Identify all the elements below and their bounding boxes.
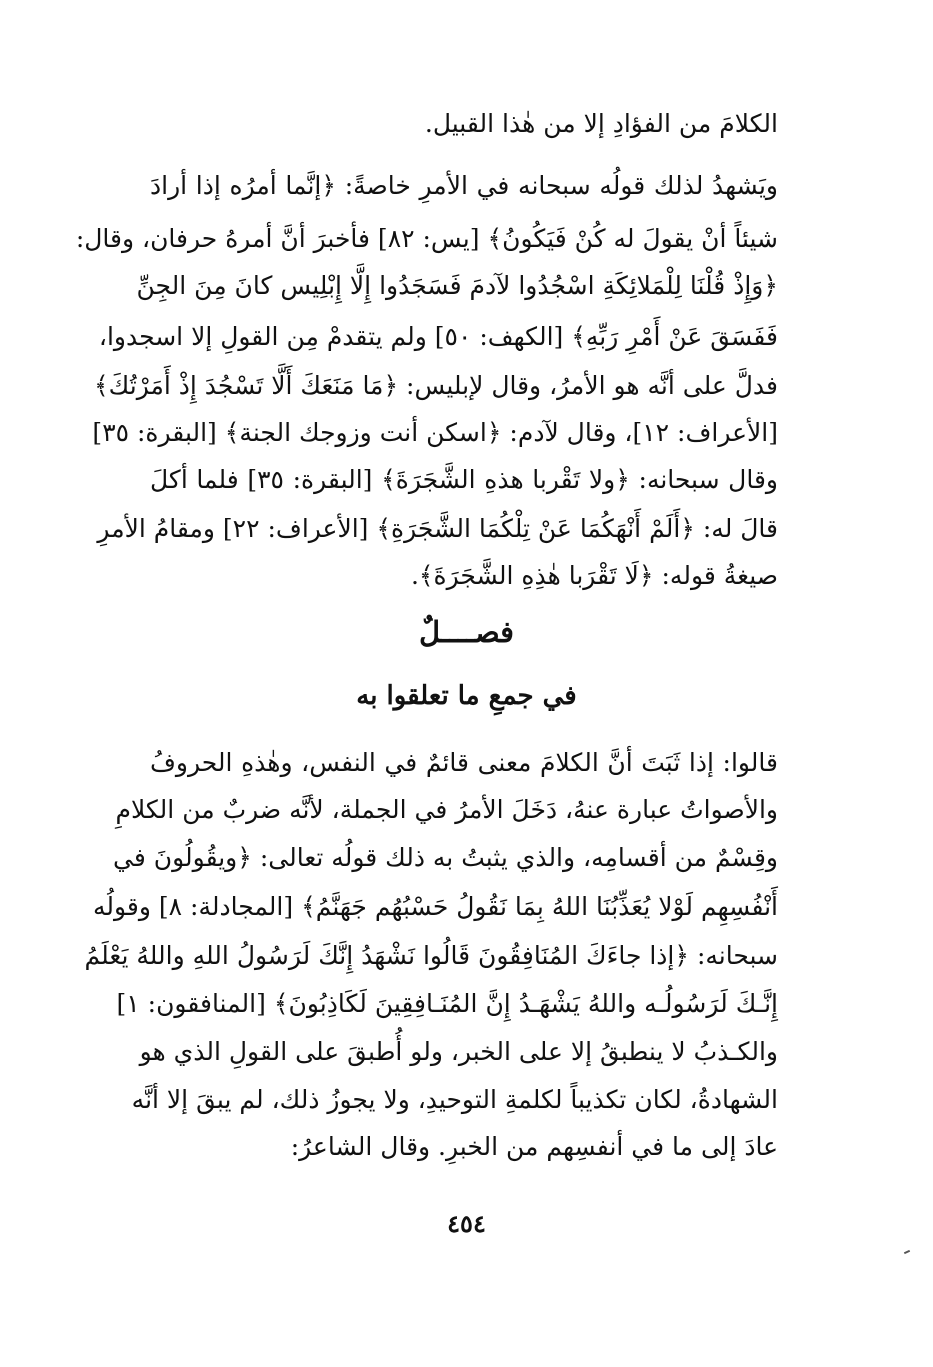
text-line: ويَشهدُ لذلك قولُه سبحانه في الأمرِ خاصةً: ﴿إنَّما أمرُه إذا أرادَ [150,171,778,200]
text-line: عادَ إلى ما في أنفسِهم من الخبرِ. وقال الشاعرُ: [290,1132,778,1161]
text-line: شيئاً أنْ يقولَ له كُنْ فَيَكُونُ﴾ [يس: ٨٢] فأخبرَ أنَّ أمرهُ حرفان، وقال: [75,224,778,253]
text-line: سبحانه: ﴿إذا جاءَكَ المُنَافِقُونَ قَالُوا نَشْهَدُ إِنَّكَ لَرَسُولُ اللهِ واللهُ يَعْلَمُ [84,941,778,970]
text-line: وقِسْمٌ من أقسامِه، والذي يثبتُ به ذلك قولُه تعالى: ﴿ويقُولُونَ في [113,843,778,872]
page-number: ٤٥٤ [447,1209,486,1238]
text-line: إِنَّـكَ لَرَسُولُـه واللهُ يَشْهَـدُ إِنَّ المُنَـافِقِينَ لَكَاذِبُونَ﴾ [المنافقون: ١] [116,989,778,1018]
text-line: فدلَّ على أنَّه هو الأمرُ، وقال لإبليس: ﴿مَا مَنَعَكَ أَلَّا تَسْجُدَ إِذْ أَمَرْتُكَ﴾ [94,371,778,400]
text-line: [الأعراف: ١٢]، وقال لآدم: ﴿اسكن أنت وزوجك الجنة﴾ [البقرة: ٣٥] [92,418,778,447]
text-line: ﴿وَإِذْ قُلْنَا لِلْمَلائِكَةِ اسْجُدُوا لآدمَ فَسَجَدُوا إِلَّا إِبْلِيس كانَ مِنَ الجِنِّ [136,271,778,300]
section-subheading: في جمعِ ما تعلقوا به [356,681,577,711]
text-line: فَفَسَقَ عَنْ أَمْرِ رَبِّهِ﴾ [الكهف: ٥٠] ولم يتقدمْ مِن القولِ إلا اسجدوا، [98,322,778,351]
text-line: الشهادةُ، لكان تكذيباً لكلمةِ التوحيدِ، ولا يجوزُ ذلك، لم يبقَ إلا أنَّه [131,1085,778,1114]
text-line: وقال سبحانه: ﴿ولا تَقْربا هذهِ الشَّجَرَةَ﴾ [البقرة: ٣٥] فلما أكلَ [150,465,778,494]
text-line: والأصواتُ عبارة عنهُ، دَخَلَ الأمرُ في الجملة، لأنَّه ضربٌ من الكلامِ [115,795,778,824]
text-line: صيغةُ قوله: ﴿لَا تَقْرَبا هٰذِهِ الشَّجَرَةَ﴾. [410,561,778,590]
text-line: قالَ له: ﴿أَلَمْ أَنْهَكُمَا عَنْ تِلْكُمَا الشَّجَرَةِ﴾ [الأعراف: ٢٢] ومقامُ الأمرِ [97,514,778,543]
scan-speck [904,1250,910,1254]
text-line: قالوا: إذا ثَبَتَ أنَّ الكلامَ معنى قائمٌ في النفس، وهٰذهِ الحروفُ [150,748,778,777]
text-line: الكلامَ من الفؤادِ إلا من هٰذا القبيل. [424,109,778,138]
text-line: أَنْفُسِهِم لَوْلا يُعَذِّبُنَا اللهُ بِمَا نَقُولُ حَسْبُهُم جَهَنَّمُ﴾ [المجادلة: ٨] وقولُه [92,892,778,921]
section-heading: فصــــلٌ [419,615,514,649]
text-line: والكـذبُ لا ينطبقُ إلا على الخبر، ولو أُطبقَ على القولِ الذي هو [139,1037,778,1066]
